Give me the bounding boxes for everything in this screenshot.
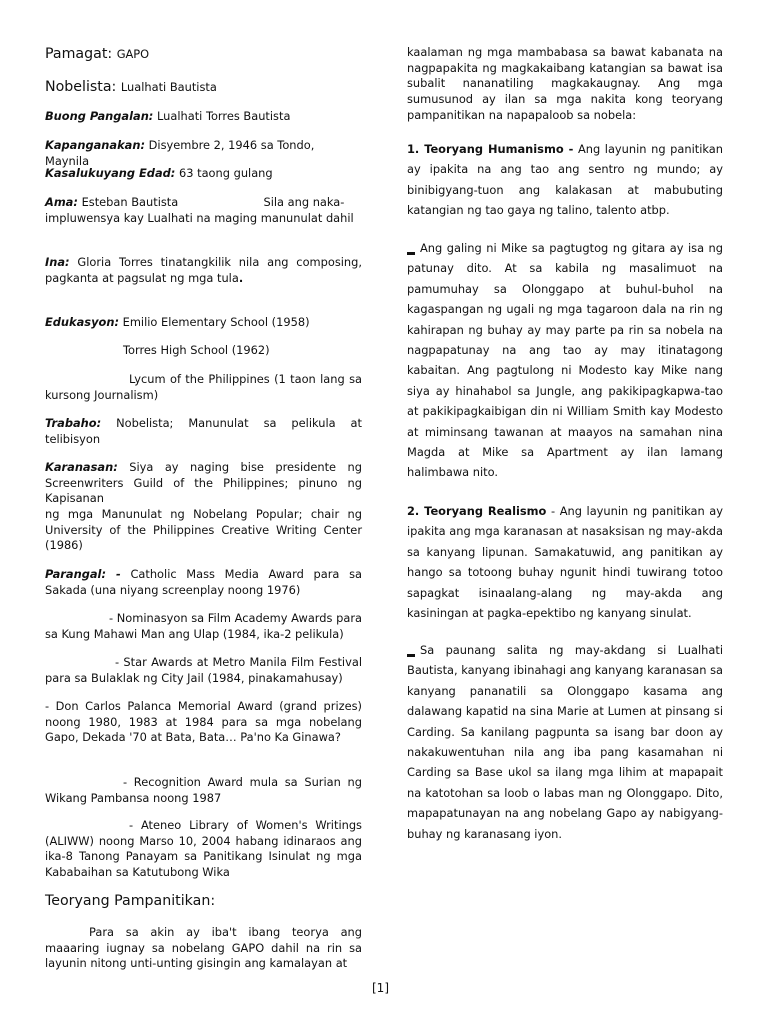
parangal-item-6-text: - Ateneo Library of Women's Writings (ALIWW) noong Marso 10, 2004 habang idinaraos ang ika-8 Tanong Panayam sa Panitikang Isinulat ng mga Kababaihan sa Katutubong Wika <box>45 818 362 880</box>
edad-label: Kasalukuyang Edad: <box>45 166 176 180</box>
trabaho-value: Nobelista; Manunulat sa pelikula at telibisyon <box>45 416 363 446</box>
edukasyon-item-3 <box>45 372 362 403</box>
parangal-item-6 <box>45 818 362 881</box>
karanasan-label: Karanasan: <box>45 460 118 474</box>
parangal-item-3 <box>45 655 362 686</box>
nobelista-label: Nobelista: <box>45 79 117 95</box>
parangal-item-5-text: - Recognition Award mula sa Surian ng Wikang Pambansa noong 1987 <box>45 775 362 805</box>
ama-rest: Sila ang naka-impluwensya kay Lualhati na maging manunulat dahil <box>45 195 354 225</box>
pamagat-value: GAPO <box>116 47 150 61</box>
edukasyon-item-1: Emilio Elementary School (1958) <box>122 315 310 329</box>
buong-pangalan-label: Buong Pangalan: <box>45 109 154 123</box>
parangal-label: Parangal: - <box>45 567 121 581</box>
karanasan-value: Siya ay naging bise presidente ng Screenwriters Guild of the Philippines; pinuno ng Kapisanan <box>45 460 362 506</box>
kapanganakan-label: Kapanganakan: <box>45 138 146 152</box>
karanasan-block <box>45 460 362 507</box>
trabaho-block <box>45 416 362 447</box>
parangal-item-3-text: - Star Awards at Metro Manila Film Festival para sa Bulaklak ng City Jail (1984, pinakamahusay) <box>45 655 362 685</box>
edukasyon-line <box>45 315 362 331</box>
parangal-item-4: - Don Carlos Palanca Memorial Award (grand prizes) noong 1980, 1983 at 1984 para sa mga nobelang Gapo, Dekada '70 at Bata, Bata… Pa'no Ka Ginawa? <box>45 699 362 745</box>
ama-block <box>45 195 362 226</box>
realismo-block <box>407 501 723 623</box>
ama-label: Ama: <box>45 195 78 209</box>
nobelista-value: Lualhati Bautista <box>120 80 217 94</box>
teoryang-intro-text: Para sa akin ay iba't ibang teorya ang maaaring iugnay sa nobelang GAPO dahil na rin sa layunin nitong unti-unting gisingin ang kamalayan at <box>45 925 362 971</box>
realismo-example <box>407 640 723 844</box>
teoryang-intro <box>45 925 362 972</box>
parangal-item-2-text: - Nominasyon sa Film Academy Awards para sa Kung Mahawi Man ang Ulap (1984, ika-2 pelikula) <box>45 611 362 641</box>
dash-bullet-icon <box>407 654 415 657</box>
ama-value: Esteban Bautista <box>81 195 179 209</box>
buong-pangalan-value: Lualhati Torres Bautista <box>156 109 291 123</box>
ina-label: Ina: <box>45 255 70 269</box>
humanismo-block <box>407 139 723 221</box>
realismo-dash: - <box>550 504 556 518</box>
parangal-item-1: Catholic Mass Media Award para sa Sakada (una niyang screenplay noong 1976) <box>45 567 362 597</box>
realismo-title: 2. Teoryang Realismo <box>407 504 547 518</box>
pamagat-line <box>45 45 362 63</box>
parangal-item-2 <box>45 611 362 642</box>
humanismo-example-text: Ang galing ni Mike sa pagtugtog ng gitara ay isa ng patunay dito. At sa kabila ng masalimuot na pamumuhay sa Olonggapo at buhul-buhol na kagaspangan ng ugali ng mga tagaroon dala na rin ng kahirapan ng buhay ay may parte pa rin sa nobela na nagpapatunay na ang tao ay may itinatagong kabaitan. Ang pagtulong ni Modesto kay Mike nang siya ay hinahabol sa Jungle, ang pakikipagkapwa-tao at pakikipagkaibigan din ni William Smith kay Modesto at miminsang tawanan at maayos na samahan nina Magda at Mike sa Apartment ay ilan lamang halimbawa nito. <box>407 241 723 480</box>
right-intro: kaalaman ng mga mambabasa sa bawat kabanata na nagpapakita ng magkakaibang katangian sa bawat isa subalit nananatiling magkakaugnay. Ang mga sumusunod ay ilan sa mga nakita kong teoryang pampanitikan na napapaloob sa nobela: <box>407 45 723 122</box>
buong-pangalan-line <box>45 109 362 125</box>
realismo-text: Ang layunin ng panitikan ay ipakita ang mga karanasan at nasaksisan ng may-akda sa kanyang lipunan. Samakatuwid, ang panitikan ay hango sa totoong buhay ngunit hindi tuwirang totoo sapagkat isinaalang-alang ng may-akda ang kasiningan at pagka-epektibo ng kanyang sinulat. <box>407 504 723 621</box>
nobelista-line <box>45 78 362 96</box>
teoryang-heading: Teoryang Pampanitikan: <box>45 893 216 909</box>
pamagat-label: Pamagat: <box>45 46 113 62</box>
edukasyon-item-2: Torres High School (1962) <box>123 343 270 357</box>
kapanganakan-line <box>45 138 362 169</box>
dash-bullet-icon <box>407 252 415 255</box>
edad-value: 63 taong gulang <box>178 166 273 180</box>
edukasyon-item-3-text: Lycum of the Philippines (1 taon lang sa kursong Journalism) <box>45 372 362 402</box>
parangal-block <box>45 567 362 598</box>
page-number: [1] <box>372 981 389 995</box>
humanismo-title: 1. Teoryang Humanismo - <box>407 142 574 156</box>
edukasyon-label: Edukasyon: <box>45 315 120 329</box>
humanismo-text: Ang layunin ng panitikan ay ipakita na ang tao ang sentro ng mundo; ay binibigyang-tuon ang kalakasan at mabubuting katangian ng tao gaya ng talino, talento atbp. <box>407 142 723 218</box>
realismo-example-text: Sa paunang salita ng may-akdang si Lualhati Bautista, kanyang ibinahagi ang kanyang karanasan sa kanyang pananatili sa Olonggapo kasama ang dalawang kapatid na sina Marie at Lumen at pinsang si Carding. Sa kanilang pagpunta sa isang bar doon ay nakakuwentuhan nila ang iba pang kasamahan ni Carding sa Base ukol sa ilang mga lihim at mapapait na katotohan sa loob o labas man ng Olonggapo. Dito, mapapatunayan na ang nobelang Gapo ay nabigyang-buhay ng karanasang iyon. <box>407 643 723 841</box>
ina-end: . <box>238 270 244 285</box>
ina-block <box>45 255 362 286</box>
parangal-item-5 <box>45 775 362 806</box>
ina-value: Gloria Torres tinatangkilik nila ang composing, pagkanta at pagsulat ng mga tula <box>45 255 363 285</box>
kapanganakan-value: Disyembre 2, 1946 sa Tondo, Maynila <box>45 138 315 168</box>
trabaho-label: Trabaho: <box>45 416 102 430</box>
humanismo-example <box>407 238 723 483</box>
edad-line <box>45 166 362 182</box>
karanasan-value-2: ng mga Manunulat ng Nobelang Popular; chair ng University of the Philippines Creative Writing Center (1986) <box>45 507 362 553</box>
